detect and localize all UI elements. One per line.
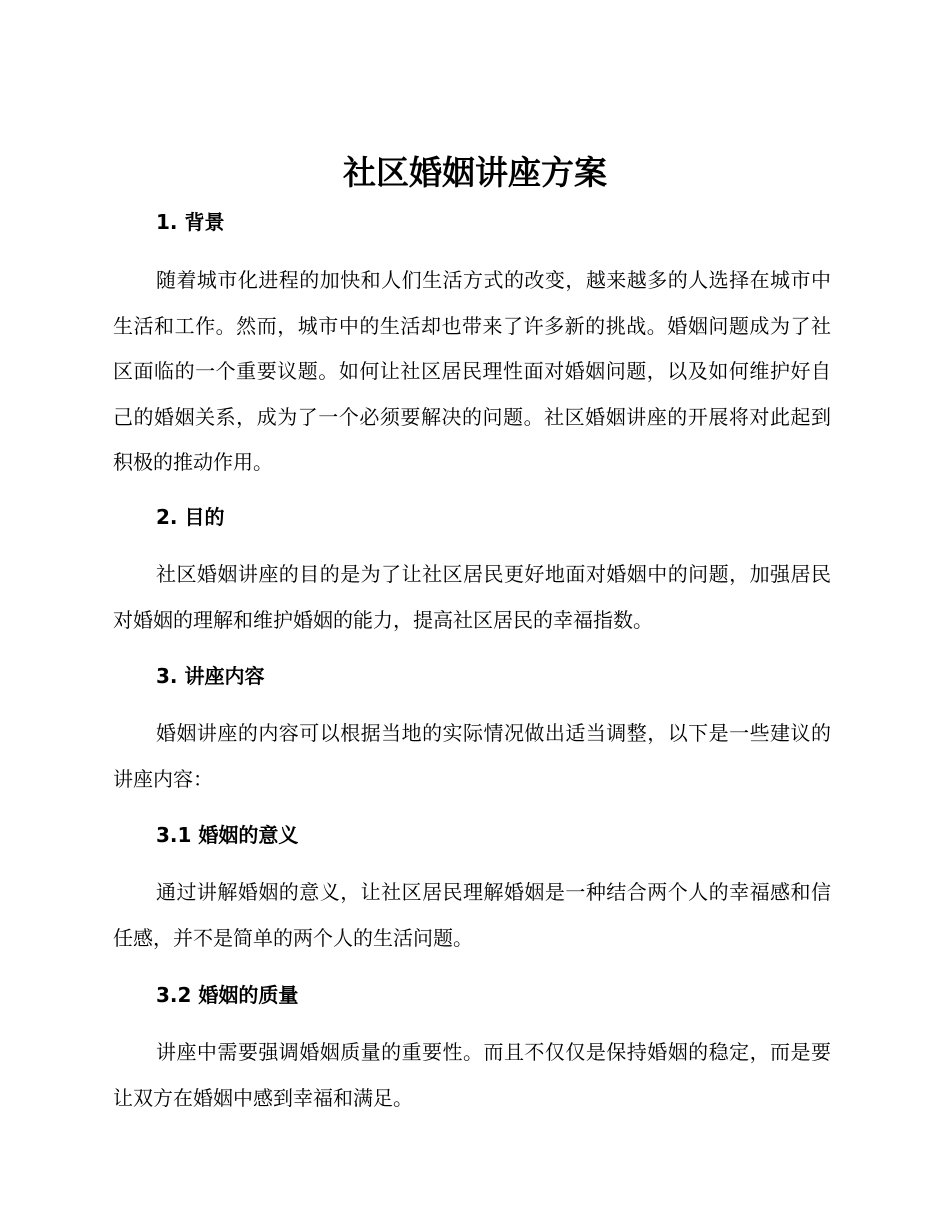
section-heading-background: 1. 背景 (156, 210, 225, 234)
section-paragraph-quality: 讲座中需要强调婚姻质量的重要性。而且不仅仅是保持婚姻的稳定，而是要让双方在婚姻中感到幸福和满足。 (113, 1040, 831, 1110)
section-paragraph-purpose: 社区婚姻讲座的目的是为了让社区居民更好地面对婚姻中的问题，加强居民对婚姻的理解和维护婚姻的能力，提高社区居民的幸福指数。 (113, 562, 831, 632)
document-title: 社区婚姻讲座方案 (343, 153, 607, 192)
section-heading-purpose: 2. 目的 (156, 505, 225, 529)
section-paragraph-meaning: 通过讲解婚姻的意义，让社区居民理解婚姻是一种结合两个人的幸福感和信任感，并不是简单的两个人的生活问题。 (113, 880, 831, 950)
section-paragraph-background: 随着城市化进程的加快和人们生活方式的改变，越来越多的人选择在城市中生活和工作。然而，城市中的生活却也带来了许多新的挑战。婚姻问题成为了社区面临的一个重要议题。如何让社区居民理性面对婚姻问题，以及如何维护好自己的婚姻关系，成为了一个必须要解决的问题。社区婚姻讲座的开展将对此起到积极的推动作用。 (113, 268, 831, 474)
section-heading-quality: 3.2 婚姻的质量 (156, 983, 299, 1007)
section-heading-content: 3. 讲座内容 (156, 664, 265, 688)
section-paragraph-content: 婚姻讲座的内容可以根据当地的实际情况做出适当调整，以下是一些建议的讲座内容： (113, 721, 831, 791)
section-heading-meaning: 3.1 婚姻的意义 (156, 823, 299, 847)
